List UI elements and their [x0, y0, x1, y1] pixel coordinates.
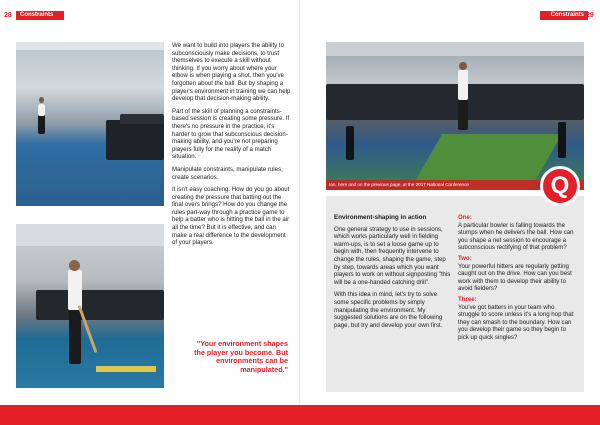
footer-bar [0, 405, 600, 425]
left-page-number: 28 [4, 12, 12, 19]
right-page-number: 29 [586, 12, 594, 19]
page-gutter [299, 0, 301, 425]
question-label: One: [458, 214, 472, 221]
question-label: Two: [458, 254, 472, 262]
photo-coach-hall [16, 42, 164, 206]
question-label: Three: [458, 295, 477, 303]
left-section-tab: Constraints [16, 11, 64, 20]
environment-heading: Environment-shaping in action [334, 214, 427, 221]
question-text: You've got batters in your team who struggle to score unless it's a long hop that they can smash to the boundary. How can you develop their game so they begin to pick up quick singles? [458, 303, 574, 341]
pull-quote: "Your environment shapes the player you become. But environments can be manipulated." [194, 339, 288, 374]
environment-paragraph: With this idea in mind, let's try to solve some specific problems by simply manipulating the environment. My suggested solutions are on the following page, but try and develop your own first. [334, 291, 443, 329]
environment-paragraph: One general strategy to use in sessions, which works particularly well in fielding warm-ups, is to set a loose game up to begin with, then frequently intervene to change the rules, shaping the game, step by step, towards areas which you want players to work on without signposting "this will be a one-handed catching drill". [334, 225, 451, 286]
photo-caption: Ian, here and on the previous page, at the 2017 National Conference [326, 180, 584, 190]
photo-conference [326, 42, 584, 190]
left-paragraph: We want to build into players the ability to subconsciously make decisions, to trust themselves to execute a skill without thinking. If you worry about where your elbow is when playing a shot, then you've forgotten about the ball. But by shaping a player's environment in training we can help develop that decision-making ability. [172, 42, 291, 103]
left-paragraph: It isn't easy coaching. How do you go about creating the pressure that batting out the final overs brings? How do you change the rules part-way through a practice game to help a batter who is hitting the ball in the air all the time? But it is effective, and can make a real difference to the development of your players. [172, 186, 290, 247]
left-body-text [172, 42, 292, 252]
q-badge: Q [540, 166, 580, 206]
question-text: A particular bowler is falling towards the stumps when he delivers the ball. How can you shape a net session to encourage a subconscious rectifying of that problem? [458, 221, 574, 252]
environment-section [334, 214, 452, 334]
photo-batter [16, 224, 164, 388]
question-text: Your powerful hitters are regularly getting caught out on the drive. How can you best work with them to develop their ability to avoid fielders? [458, 262, 572, 293]
left-paragraph: Manipulate constraints, manipulate rules, create scenarios. [172, 165, 283, 181]
right-section-tab: Constraints [540, 11, 588, 20]
left-paragraph: Part of the skill of planning a constraints-based session is creating some pressure. If there's no pressure in the practice, it's harder to grow that subconscious decision-making ability, and you're not preparing players fully for the reality of a match situation. [172, 107, 290, 161]
questions-list [458, 214, 576, 345]
